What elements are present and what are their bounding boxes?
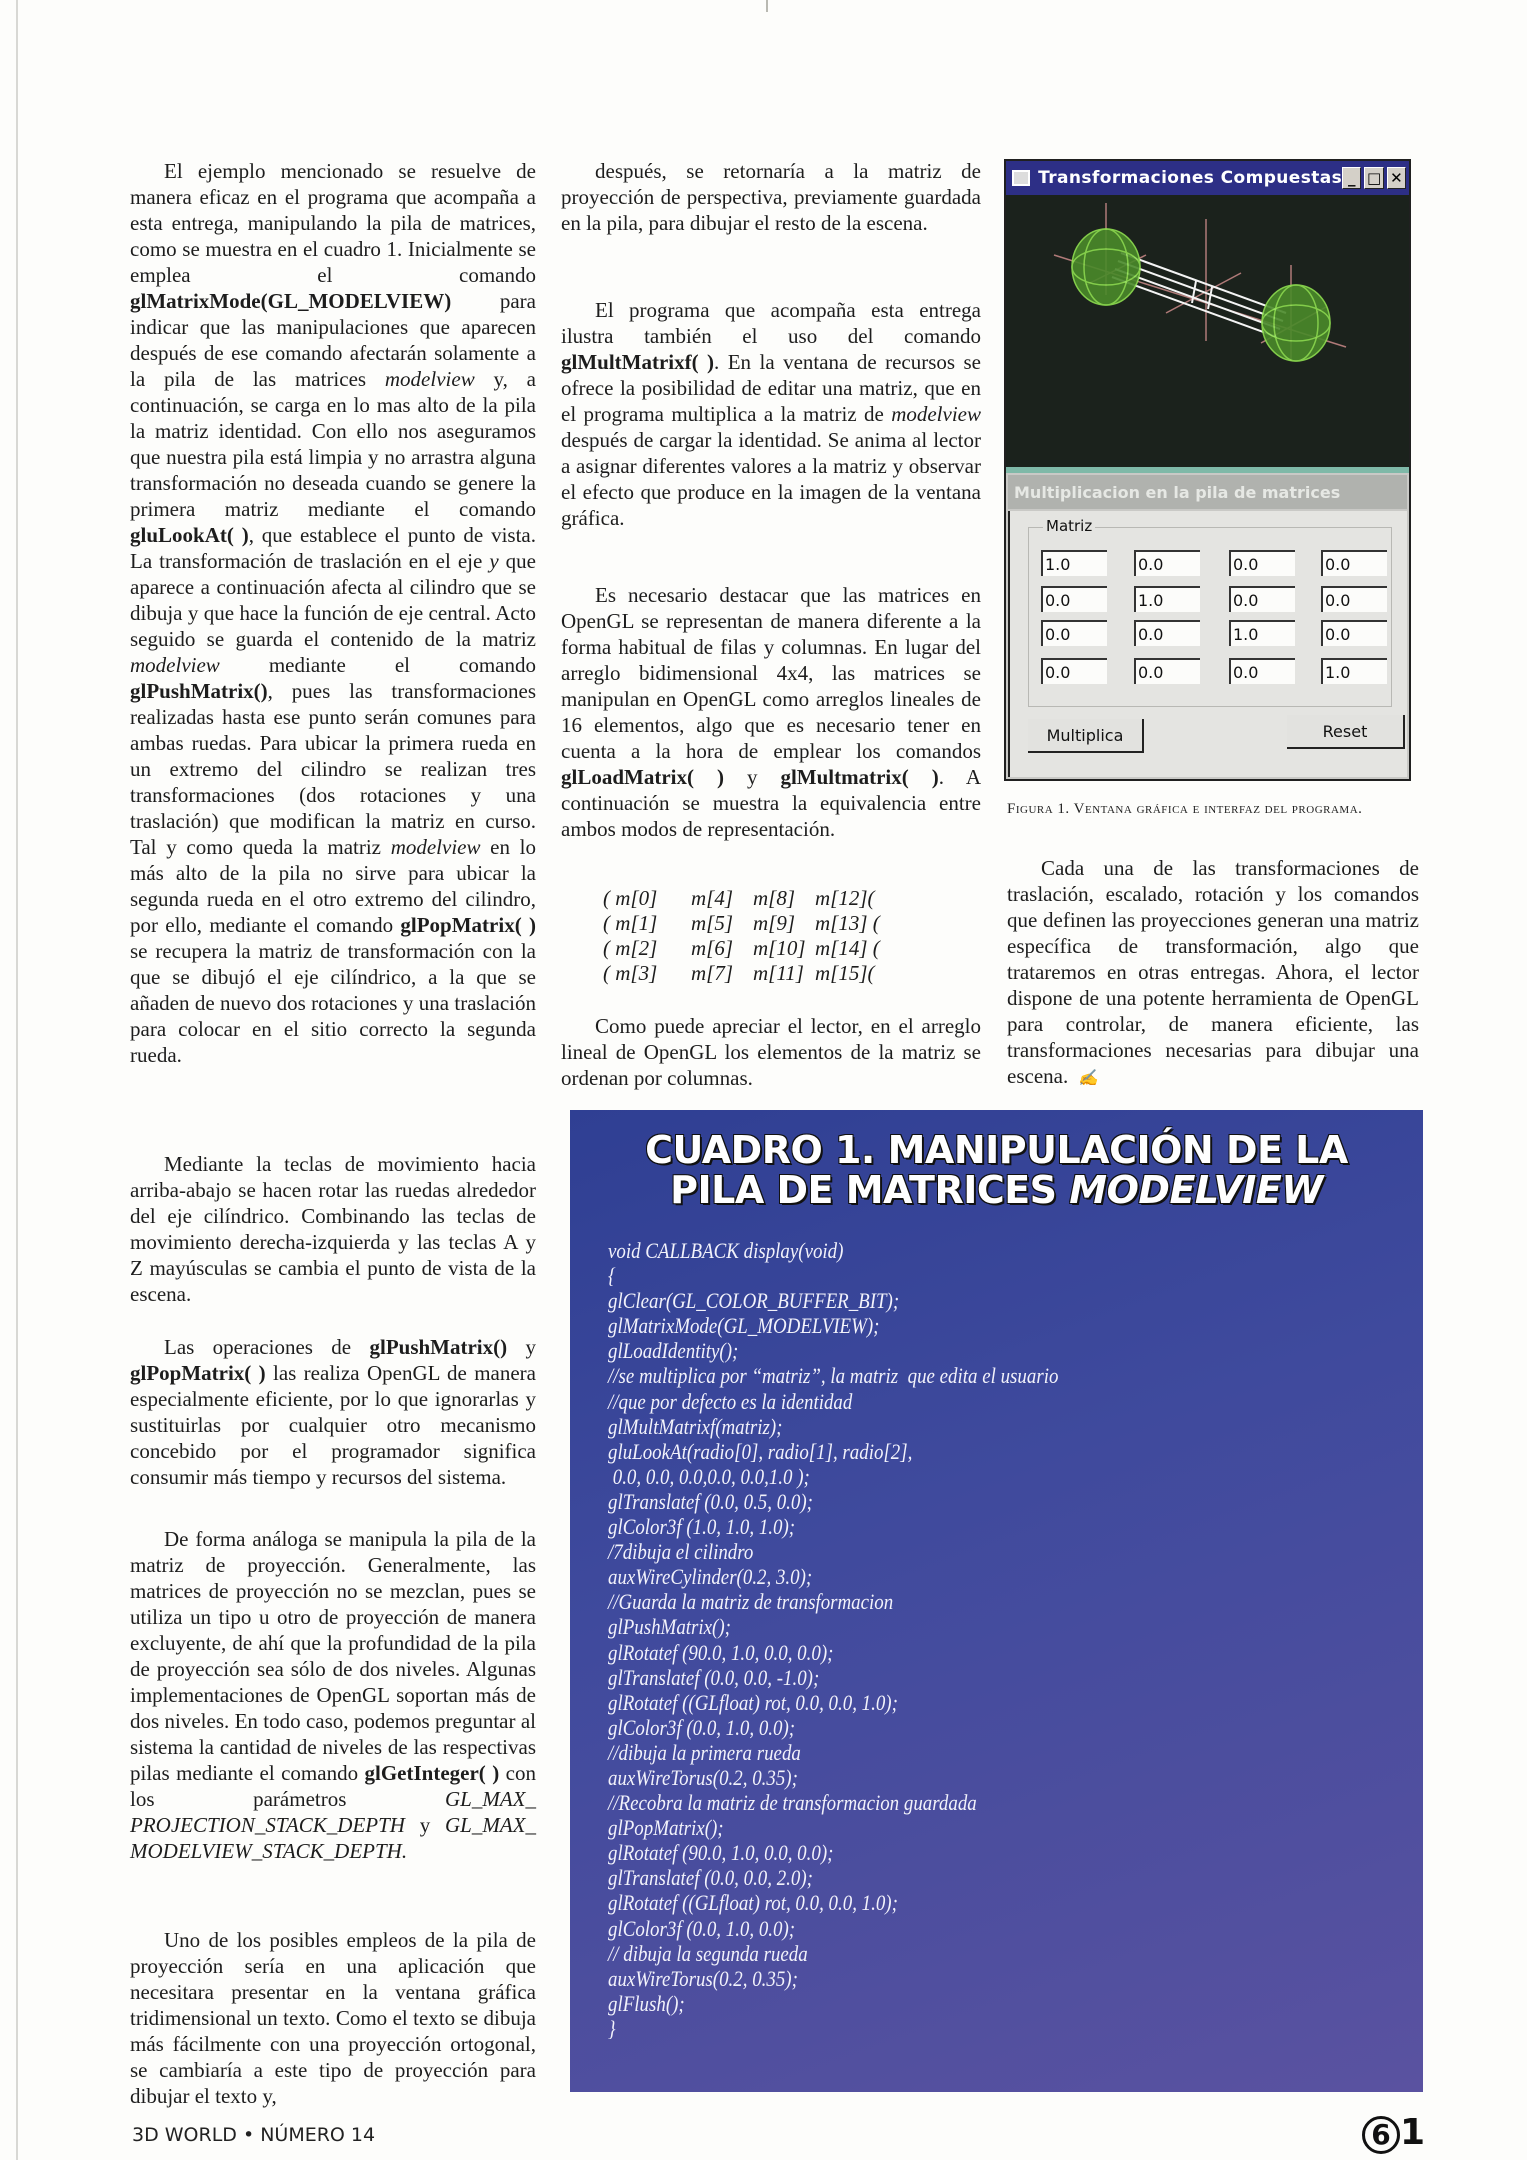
code-line: glClear(GL_COLOR_BUFFER_BIT); (608, 1288, 900, 1314)
command-name: glPopMatrix( ) (400, 913, 536, 937)
command-name: glGetInteger( ) (364, 1761, 500, 1785)
code-line: glFlush(); (608, 1990, 685, 2016)
text-run: después de cargar la identidad. Se anima al lector a asignar diferentes valores a la matriz y observar el efecto que produce en la imagen de la ventana gráfica. (561, 428, 981, 530)
window-titlebar (1006, 161, 1409, 195)
figure-caption: Figura 1. Ventana gráfica e interfaz del programa. (1007, 801, 1363, 817)
code-line: glLoadIdentity(); (608, 1338, 739, 1364)
matrix-field-r0-c0[interactable] (1041, 550, 1107, 576)
code-line: auxWireTorus(0.2, 0.35); (608, 1965, 798, 1991)
matrix-field-r3-c3[interactable] (1321, 658, 1387, 684)
command-name: gluLookAt( ) (130, 523, 249, 547)
matrix-element: m[9] (753, 911, 796, 935)
minimize-button[interactable]: _ (1342, 167, 1361, 189)
code-line: glColor3f (0.0, 1.0, 0.0); (608, 1915, 796, 1941)
emphasis: modelview (891, 402, 981, 426)
emphasis: GL_MAX_ MODELVIEW_STACK_DEPTH. (130, 1813, 536, 1863)
code-line: glTranslatef (0.0, 0.5, 0.0); (608, 1488, 813, 1514)
code-line: glColor3f (1.0, 1.0, 1.0); (608, 1514, 796, 1540)
matrix-row (603, 911, 885, 936)
text-run: para indicar que las manipulaciones que aparecen después de ese comando afectarán solamente a la pila de las matrices (130, 289, 536, 391)
text-run: y, a continuación, se carga en lo mas alto de la pila la matriz identidad. Con ello nos aseguramos que nuestra pila está limpia y no arrastra alguna transformación no deseada cuando se genere la primera matriz mediante el comando (130, 367, 536, 521)
code-line: glRotatef ((GLfloat) rot, 0.0, 0.0, 1.0); (608, 1689, 898, 1715)
text-run: y (404, 1813, 445, 1837)
window-title: Transformaciones Compuestas (1038, 168, 1343, 188)
matrix-field-r1-c0[interactable] (1041, 586, 1107, 612)
text-run: . A continuación se muestra la equivalencia entre ambos modos de representación. (561, 765, 981, 841)
page-edge-line (16, 0, 18, 2160)
matrix-element: m[7] (691, 961, 734, 985)
middle-paragraph-1 (561, 158, 981, 236)
code-line: gluLookAt(radio[0], radio[1], radio[2], (608, 1438, 913, 1464)
matrix-field-r1-c2[interactable] (1229, 586, 1295, 612)
multiply-button[interactable]: Multiplica (1028, 719, 1144, 753)
command-name: glPushMatrix() (130, 679, 268, 703)
code-line: glMatrixMode(GL_MODELVIEW); (608, 1313, 880, 1339)
middle-paragraph-4 (561, 1013, 981, 1091)
divider (1006, 467, 1409, 473)
text-run: se recupera la matriz de transformación con la que se dibujó el eje cilíndrico, a la que se añaden de nuevo dos rotaciones y una traslación para colocar en el sitio correcto la segunda rueda. (130, 939, 536, 1067)
matrix-field-r2-c2[interactable] (1229, 620, 1295, 646)
matrix-row (603, 936, 885, 961)
matrix-element: ( m[1] (603, 911, 658, 935)
text-run: Las operaciones de (164, 1335, 370, 1359)
text-run: y (723, 765, 781, 789)
matrix-field-r3-c1[interactable] (1134, 658, 1200, 684)
code-line: //Recobra la matriz de transformacion guardada (608, 1790, 977, 1816)
matrix-field-r2-c3[interactable] (1321, 620, 1387, 646)
matrix-element: m[6] (691, 936, 734, 960)
code-line: glColor3f (0.0, 1.0, 0.0); (608, 1714, 796, 1740)
text-run: mediante el comando (219, 653, 536, 677)
code-line: /7dibuja el cilindro (608, 1539, 754, 1565)
matrix-groupbox (1028, 517, 1392, 707)
code-line: glMultMatrixf(matriz); (608, 1413, 783, 1439)
code-line: } (608, 2015, 616, 2041)
end-mark-icon: ✍ (1078, 1070, 1099, 1087)
wire-torus-left (1072, 229, 1140, 305)
page-number-digit: 1 (1400, 2112, 1426, 2153)
code-line: // dibuja la segunda rueda (608, 1940, 808, 1966)
matrix-dialog (1008, 511, 1407, 777)
magazine-footer: 3D WORLD • NÚMERO 14 (132, 2124, 376, 2146)
text-run: y (507, 1335, 536, 1359)
matrix-element: m[10] (753, 936, 806, 960)
emphasis: modelview (384, 367, 475, 391)
text-run: , que establece el punto de vista. La transformación de traslación en el eje (130, 523, 536, 573)
code-line: 0.0, 0.0, 0.0,0.0, 0.0,1.0 ); (608, 1463, 810, 1489)
matrix-element: m[13] ( (815, 911, 880, 935)
matrix-group-label: Matriz (1043, 517, 1095, 535)
code-line: auxWireCylinder(0.2, 3.0); (608, 1564, 813, 1590)
matrix-element: ( m[0] (603, 886, 658, 910)
page-number (1362, 2112, 1425, 2154)
code-line: glRotatef ((GLfloat) rot, 0.0, 0.0, 1.0); (608, 1890, 898, 1916)
matrix-field-r0-c1[interactable] (1134, 550, 1200, 576)
text-run: Uno de los posibles empleos de la pila de proyección sería en una aplicación que necesitara presentar en la ventana gráfica tridimensional un texto. Como el texto se dibuja más fácilmente con una proyección ortogonal, se cambiaría a este tipo de proyección para dibujar el texto y, (130, 1928, 536, 2108)
left-paragraph-5 (130, 1927, 536, 2109)
command-name: glMultmatrix( ) (780, 765, 939, 789)
page-number-digit-circle: 6 (1362, 2116, 1400, 2154)
matrix-element: m[5] (691, 911, 734, 935)
middle-paragraph-3 (561, 582, 981, 842)
code-box-title (570, 1130, 1423, 1210)
3d-viewport[interactable] (1006, 195, 1409, 467)
text-run: en lo más alto de la pila no sirve para ubicar la segunda rueda en el otro extremo del cilindro, por ello, mediante el comando (130, 835, 537, 937)
middle-paragraph-2 (561, 297, 981, 531)
text-run: El ejemplo mencionado se resuelve de manera eficaz en el programa que acompaña a esta entrega, manipulando la pila de matrices, como se muestra en el cuadro 1. Inicialmente se emplea el comando (130, 159, 536, 287)
emphasis: modelview (390, 835, 481, 859)
right-paragraph-1 (1007, 855, 1419, 1092)
emphasis: GL_MAX_ PROJECTION_STACK_DEPTH (130, 1787, 536, 1837)
matrix-element: m[14] ( (815, 936, 880, 960)
code-box-title-line2 (570, 1170, 1423, 1210)
close-button[interactable]: ✕ (1387, 167, 1406, 189)
left-paragraph-1 (130, 158, 536, 1068)
window-system-icon[interactable] (1012, 170, 1030, 186)
matrix-element: m[12]( (815, 886, 875, 910)
matrix-row (603, 886, 885, 911)
command-name: glPushMatrix() (369, 1335, 508, 1359)
code-line: //dibuja la primera rueda (608, 1739, 801, 1765)
command-name: glLoadMatrix( ) (561, 765, 724, 789)
matrix-field-r2-c1[interactable] (1134, 620, 1200, 646)
code-line: glRotatef (90.0, 1.0, 0.0, 0.0); (608, 1840, 834, 1866)
wire-torus-right (1262, 285, 1330, 361)
code-line: { (608, 1263, 616, 1289)
registration-mark (766, 0, 768, 12)
matrix-field-r3-c2[interactable] (1229, 658, 1295, 684)
code-line: //se multiplica por “matriz”, la matriz que edita el usuario (608, 1363, 1059, 1389)
left-paragraph-2 (130, 1151, 536, 1307)
code-line: //que por defecto es la identidad (608, 1388, 853, 1414)
text-run: Mediante la teclas de movimiento hacia arriba-abajo se hacen rotar las ruedas alrededor del eje cilíndrico. Combinando las teclas de movimiento derecha-izquierda y las teclas A y Z mayúsculas se cambia el punto de vista de la escena. (130, 1152, 536, 1306)
text-run: El programa que acompaña esta entrega ilustra también el uso del comando (561, 298, 981, 348)
text-run: Cada una de las transformaciones de traslación, escalado, rotación y los comandos que definen las proyecciones generan una matriz específica de transformación, algo que trataremos en otras entregas. Ahora, el lector dispone de una potente herramienta de OpenGL para controlar, de manera eficiente, las transformaciones necesarias para dibujar una escena. (1007, 856, 1419, 1088)
code-line: //Guarda la matriz de transformacion (608, 1589, 894, 1615)
command-name: glMultMatrixf( ) (561, 350, 715, 374)
matrix-field-r0-c3[interactable] (1321, 550, 1387, 576)
code-line: glPopMatrix(); (608, 1815, 724, 1841)
matrix-equivalence (603, 886, 885, 986)
text-run: . En la ventana de recursos se ofrece la posibilidad de editar una matriz, que en el programa multiplica a la matriz de (561, 350, 981, 426)
matrix-row (603, 961, 885, 986)
text-run: con los parámetros (130, 1761, 536, 1811)
wire-cylinder-scene (1006, 195, 1409, 467)
text-run: que aparece a continuación afecta al cilindro que se dibuja y que hace la función de eje central. Acto seguido se guarda el contenido de la matriz (130, 549, 536, 651)
matrix-element: ( m[3] (603, 961, 658, 985)
text-run: De forma análoga se manipula la pila de la matriz de proyección. Generalmente, las matrices de proyección no se mezclan, pues se utiliza un tipo u otro de proyección de manera excluyente, de ahí que la profundidad de la pila de proyección sea sólo de dos niveles. Algunas implementaciones de OpenGL soportan más de dos niveles. En todo caso, podemos preguntar al sistema la cantidad de niveles de las respectivas pilas mediante el comando (130, 1527, 536, 1785)
figure-window-screenshot (1004, 159, 1411, 781)
maximize-button[interactable]: □ (1364, 167, 1383, 189)
matrix-element: m[11] (753, 961, 804, 985)
text-run: las realiza OpenGL de manera especialmente eficiente, por lo que ignorarlas y sustituirlas por cualquier otro mecanismo concebido por el programador significa consumir más tiempo y recursos del sistema. (130, 1361, 536, 1489)
code-line: glTranslatef (0.0, 0.0, -1.0); (608, 1664, 820, 1690)
text-run: Como puede apreciar el lector, en el arreglo lineal de OpenGL los elementos de la matriz se ordenan por columnas. (561, 1014, 981, 1090)
text-run: Es necesario destacar que las matrices en OpenGL se representan de manera diferente a la forma habitual de filas y columnas. En lugar del arreglo bidimensional 4x4, las matrices se manipulan en OpenGL como arreglos lineales de 16 elementos, algo que es necesario tener en cuenta a la hora de emplear los comandos (561, 583, 981, 763)
code-line: glPushMatrix(); (608, 1614, 731, 1640)
matrix-field-r2-c0[interactable] (1041, 620, 1107, 646)
left-paragraph-3 (130, 1334, 536, 1490)
text-run: , pues las transformaciones realizadas hasta ese punto serán comunes para ambas ruedas. Para ubicar la primera rueda en un extremo del cilindro se realizan tres transformaciones (dos rotaciones y una traslación) que modifican la matriz en curso. Tal y como queda la matriz (130, 679, 536, 859)
code-box (570, 1110, 1423, 2092)
emphasis: modelview (130, 653, 220, 677)
matrix-field-r0-c2[interactable] (1229, 550, 1295, 576)
code-line: glTranslatef (0.0, 0.0, 2.0); (608, 1865, 813, 1891)
matrix-field-r1-c1[interactable] (1134, 586, 1200, 612)
title-plain: PILA DE MATRICES (670, 1168, 1070, 1212)
code-listing (608, 1238, 1058, 2041)
matrix-element: m[4] (691, 886, 734, 910)
text-run: después, se retornaría a la matriz de proyección de perspectiva, previamente guardada en la pila, para dibujar el resto de la escena. (561, 159, 981, 235)
title-italic: MODELVIEW (1069, 1168, 1323, 1212)
command-name: glPopMatrix( ) (130, 1361, 266, 1385)
code-box-title-line1: CUADRO 1. MANIPULACIÓN DE LA (645, 1128, 1348, 1172)
matrix-element: ( m[2] (603, 936, 658, 960)
matrix-element: m[15]( (815, 961, 875, 985)
matrix-field-r1-c3[interactable] (1321, 586, 1387, 612)
command-name: glMatrixMode(GL_MODELVIEW) (130, 289, 452, 313)
matrix-element: m[8] (753, 886, 796, 910)
left-paragraph-4 (130, 1526, 536, 1864)
matrix-field-r3-c0[interactable] (1041, 658, 1107, 684)
code-line: auxWireTorus(0.2, 0.35); (608, 1764, 798, 1790)
reset-button[interactable]: Reset (1287, 715, 1405, 749)
emphasis: y (489, 549, 499, 573)
right-paragraph-text (1007, 856, 1419, 1088)
code-line: glRotatef (90.0, 1.0, 0.0, 0.0); (608, 1639, 834, 1665)
code-line: void CALLBACK display(void) (608, 1238, 844, 1263)
dialog-title: Multiplicacion en la pila de matrices (1008, 475, 1407, 509)
